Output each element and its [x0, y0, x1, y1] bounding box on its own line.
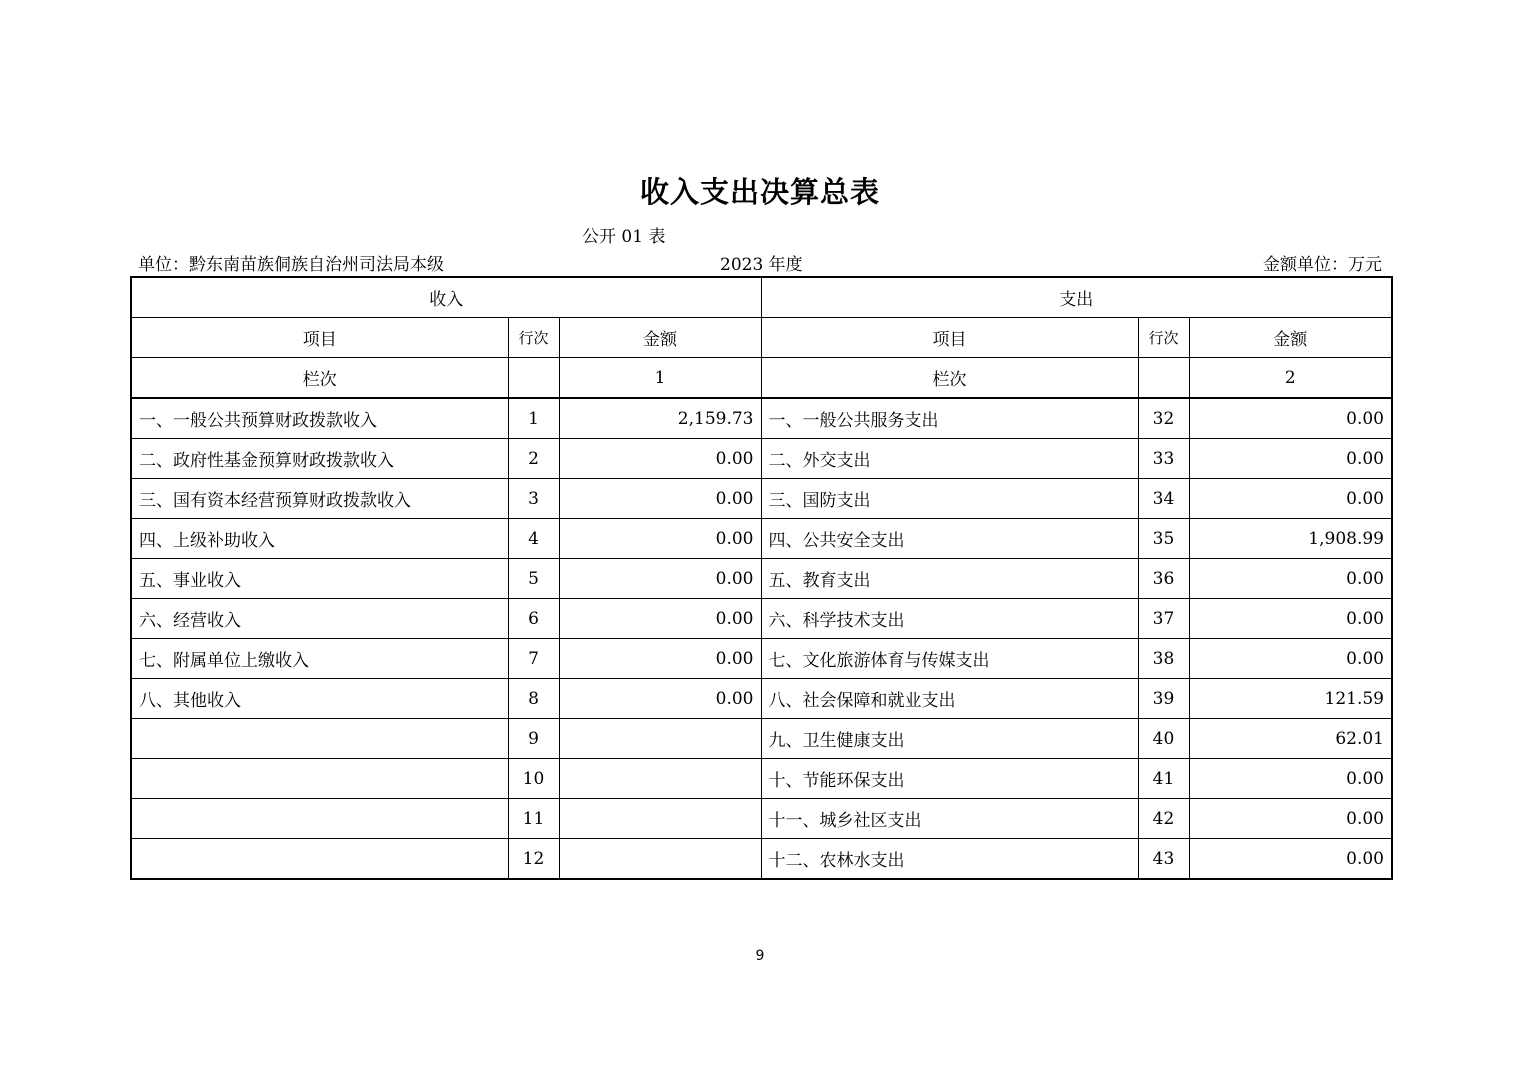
expense-amount-cell: 0.00	[1189, 559, 1392, 599]
expense-item-cell: 九、卫生健康支出	[761, 719, 1138, 759]
table-row	[131, 479, 1392, 519]
expense-amount-cell: 0.00	[1189, 439, 1392, 479]
expense-item-cell: 五、教育支出	[761, 559, 1138, 599]
expense-amount-cell: 0.00	[1189, 599, 1392, 639]
unit-label: 单位：黔东南苗族侗族自治州司法局本级	[138, 255, 444, 275]
income-col-index: 1	[559, 358, 761, 399]
expense-item-header: 项目	[761, 318, 1138, 358]
income-row-cell: 3	[508, 479, 559, 519]
income-item-cell: 二、政府性基金预算财政拨款收入	[131, 439, 508, 479]
expense-row-cell: 33	[1138, 439, 1189, 479]
income-row-cell: 12	[508, 839, 559, 880]
expense-amount-cell: 0.00	[1189, 479, 1392, 519]
expense-row-cell: 36	[1138, 559, 1189, 599]
table-row	[131, 679, 1392, 719]
income-item-cell: 四、上级补助收入	[131, 519, 508, 559]
income-amount-cell	[559, 719, 761, 759]
table-row	[131, 439, 1392, 479]
table-row	[131, 759, 1392, 799]
income-amount-cell: 0.00	[559, 679, 761, 719]
expense-item-cell: 二、外交支出	[761, 439, 1138, 479]
income-row-cell: 2	[508, 439, 559, 479]
income-item-cell: 三、国有资本经营预算财政拨款收入	[131, 479, 508, 519]
fiscal-year: 2023 年度	[720, 255, 803, 275]
income-section-header: 收入	[131, 277, 761, 318]
expense-col-index: 2	[1189, 358, 1392, 399]
expense-row-cell: 32	[1138, 398, 1189, 439]
income-item-cell	[131, 759, 508, 799]
income-amount-cell: 0.00	[559, 519, 761, 559]
income-item-cell	[131, 799, 508, 839]
expense-amount-cell: 62.01	[1189, 719, 1392, 759]
expense-amount-cell: 0.00	[1189, 639, 1392, 679]
column-index-row	[131, 358, 1392, 399]
income-index-empty	[508, 358, 559, 399]
income-row-cell: 4	[508, 519, 559, 559]
expense-row-cell: 35	[1138, 519, 1189, 559]
page-number: 9	[755, 948, 765, 964]
page-title: 收入支出决算总表	[639, 175, 880, 209]
expense-item-cell: 四、公共安全支出	[761, 519, 1138, 559]
expense-amount-header: 金额	[1189, 318, 1392, 358]
income-item-cell	[131, 719, 508, 759]
expense-row-cell: 38	[1138, 639, 1189, 679]
expense-row-cell: 40	[1138, 719, 1189, 759]
income-item-cell: 一、一般公共预算财政拨款收入	[131, 398, 508, 439]
income-item-cell: 六、经营收入	[131, 599, 508, 639]
income-amount-cell: 0.00	[559, 599, 761, 639]
expense-amount-cell: 1,908.99	[1189, 519, 1392, 559]
income-row-cell: 9	[508, 719, 559, 759]
income-amount-cell: 0.00	[559, 479, 761, 519]
income-amount-cell: 0.00	[559, 439, 761, 479]
expense-row-cell: 39	[1138, 679, 1189, 719]
table-row	[131, 559, 1392, 599]
expense-item-cell: 三、国防支出	[761, 479, 1138, 519]
expense-row-cell: 37	[1138, 599, 1189, 639]
income-row-cell: 6	[508, 599, 559, 639]
income-item-cell	[131, 839, 508, 880]
money-unit-label: 金额单位：万元	[1263, 255, 1382, 275]
income-row-cell: 11	[508, 799, 559, 839]
expense-amount-cell: 121.59	[1189, 679, 1392, 719]
expense-index-label: 栏次	[761, 358, 1138, 399]
income-amount-cell	[559, 759, 761, 799]
form-code: 公开 01 表	[582, 227, 666, 247]
table-row	[131, 639, 1392, 679]
income-item-cell: 七、附属单位上缴收入	[131, 639, 508, 679]
column-header-row	[131, 318, 1392, 358]
section-header-row	[131, 277, 1392, 318]
income-row-cell: 1	[508, 398, 559, 439]
income-amount-cell: 0.00	[559, 639, 761, 679]
expense-row-cell: 43	[1138, 839, 1189, 880]
expense-item-cell: 十一、城乡社区支出	[761, 799, 1138, 839]
expense-index-empty	[1138, 358, 1189, 399]
expense-amount-cell: 0.00	[1189, 398, 1392, 439]
table-row	[131, 719, 1392, 759]
income-item-cell: 八、其他收入	[131, 679, 508, 719]
income-index-label: 栏次	[131, 358, 508, 399]
expense-item-cell: 十二、农林水支出	[761, 839, 1138, 880]
budget-table	[130, 276, 1393, 880]
income-row-cell: 10	[508, 759, 559, 799]
expense-item-cell: 一、一般公共服务支出	[761, 398, 1138, 439]
expense-row-cell: 34	[1138, 479, 1189, 519]
expense-item-cell: 八、社会保障和就业支出	[761, 679, 1138, 719]
income-row-cell: 5	[508, 559, 559, 599]
expense-amount-cell: 0.00	[1189, 839, 1392, 880]
expense-amount-cell: 0.00	[1189, 759, 1392, 799]
expense-row-cell: 42	[1138, 799, 1189, 839]
income-amount-cell	[559, 839, 761, 880]
income-amount-cell: 2,159.73	[559, 398, 761, 439]
income-item-cell: 五、事业收入	[131, 559, 508, 599]
table-row	[131, 839, 1392, 880]
income-amount-header: 金额	[559, 318, 761, 358]
income-row-header: 行次	[508, 318, 559, 358]
table-row	[131, 599, 1392, 639]
table-row	[131, 398, 1392, 439]
income-row-cell: 7	[508, 639, 559, 679]
expense-section-header: 支出	[761, 277, 1392, 318]
table-row	[131, 799, 1392, 839]
table-row	[131, 519, 1392, 559]
expense-item-cell: 七、文化旅游体育与传媒支出	[761, 639, 1138, 679]
expense-row-cell: 41	[1138, 759, 1189, 799]
income-item-header: 项目	[131, 318, 508, 358]
income-row-cell: 8	[508, 679, 559, 719]
income-amount-cell	[559, 799, 761, 839]
expense-item-cell: 六、科学技术支出	[761, 599, 1138, 639]
expense-amount-cell: 0.00	[1189, 799, 1392, 839]
expense-row-header: 行次	[1138, 318, 1189, 358]
expense-item-cell: 十、节能环保支出	[761, 759, 1138, 799]
income-amount-cell: 0.00	[559, 559, 761, 599]
